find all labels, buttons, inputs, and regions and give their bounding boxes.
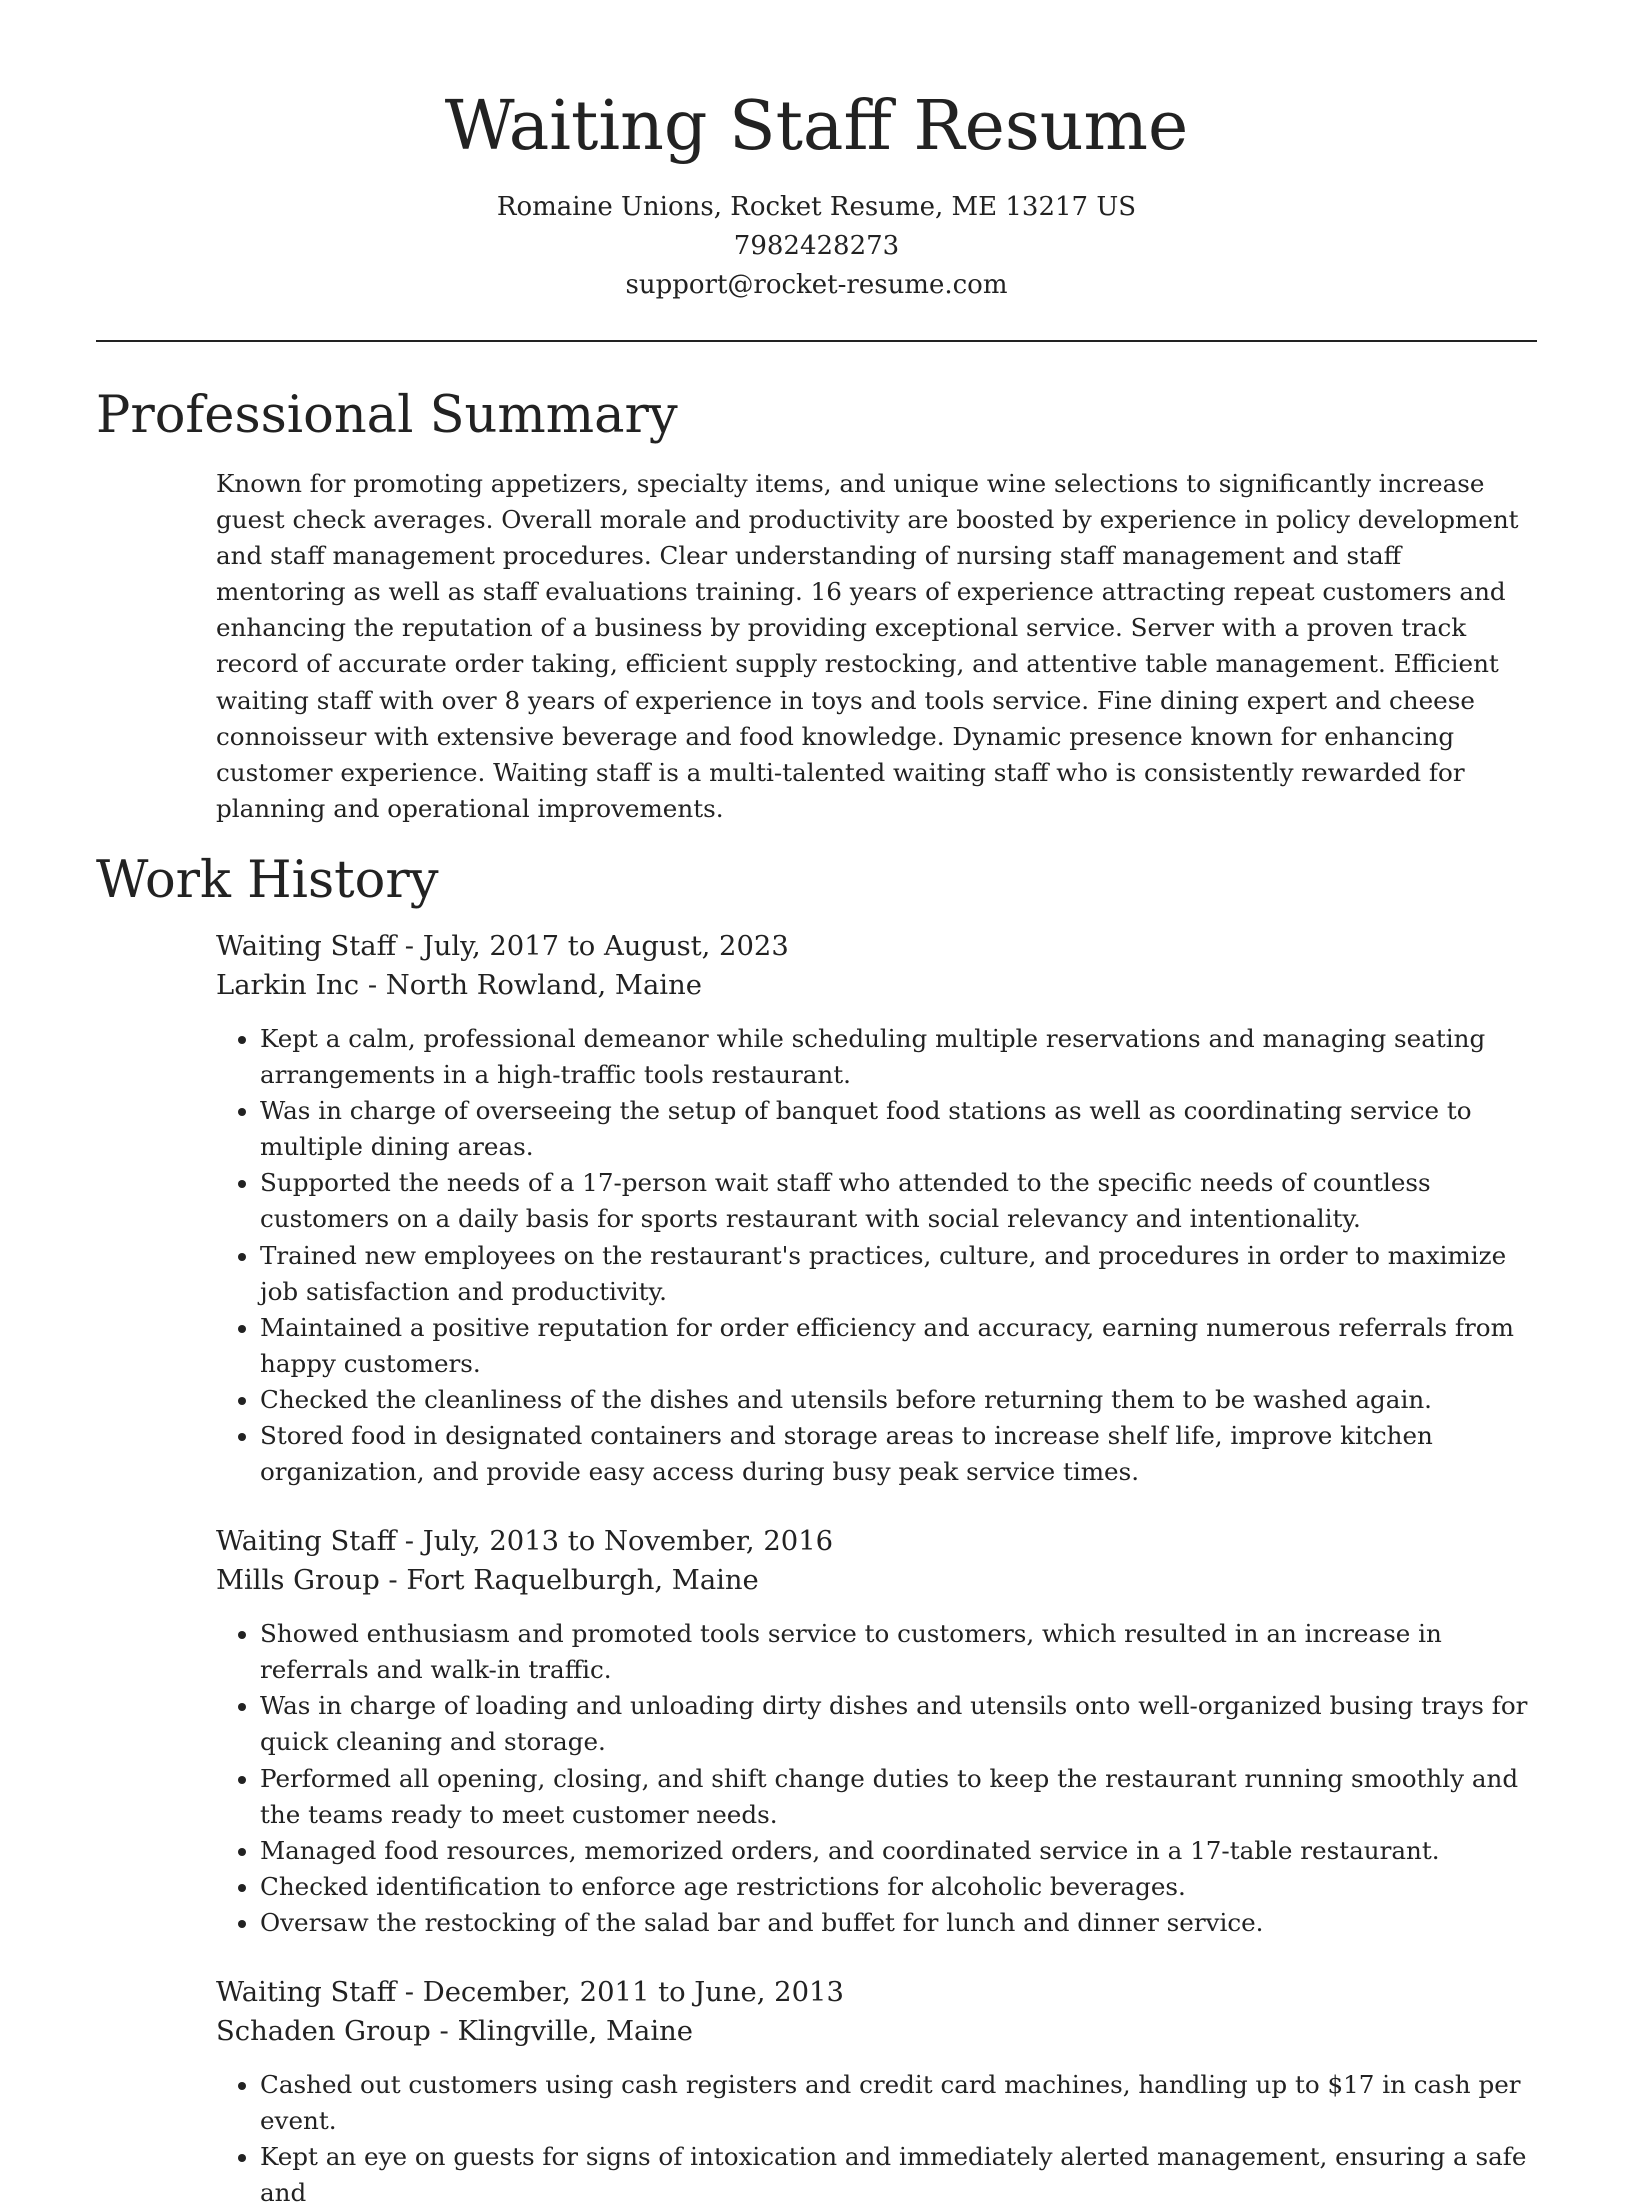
work-history-section [96, 851, 1537, 2211]
header-divider [96, 340, 1537, 342]
list-item: • Stored food in designated containers and storage areas to increase shelf life, improve kitchen organization, and provide easy access during busy peak service times. [260, 1418, 1537, 1490]
job-entry-2 [216, 1522, 1537, 1941]
contact-phone: 7982428273 [733, 231, 900, 261]
job-company-location: Schaden Group - Klingville, Maine [216, 2016, 693, 2047]
list-item: • Managed food resources, memorized orders, and coordinated service in a 17-table restaurant. [260, 1833, 1537, 1869]
list-item: • Performed all opening, closing, and shift change duties to keep the restaurant running smoothly and the teams ready to meet customer needs. [260, 1761, 1537, 1833]
job-role-dates: Waiting Staff - December, 2011 to June, 2013 [216, 1977, 844, 2008]
list-item: • Checked the cleanliness of the dishes and utensils before returning them to be washed again. [260, 1382, 1537, 1418]
resume-page [96, 0, 1537, 2211]
job-entry-1 [216, 927, 1537, 1490]
list-item: • Showed enthusiasm and promoted tools service to customers, which resulted in an increase in referrals and walk-in traffic. [260, 1616, 1537, 1688]
job-company-location: Larkin Inc - North Rowland, Maine [216, 969, 702, 1001]
list-item: • Trained new employees on the restaurant's practices, culture, and procedures in order to maximize job satisfaction and productivity. [260, 1238, 1537, 1310]
list-item: • Kept a calm, professional demeanor while scheduling multiple reservations and managing seating arrangements in a high-traffic tools restaurant. [260, 1021, 1537, 1093]
work-history-heading: Work History [96, 850, 439, 910]
summary-heading: Professional Summary [96, 386, 678, 445]
job-entry-3 [216, 1973, 1537, 2211]
job-company-location: Mills Group - Fort Raquelburgh, Maine [216, 1565, 759, 1597]
list-item: • Supported the needs of a 17-person wait staff who attended to the specific needs of countless customers on a daily basis for sports restaurant with social relevancy and intentionality. [260, 1165, 1537, 1237]
list-item: • Checked identification to enforce age restrictions for alcoholic beverages. [260, 1869, 1537, 1905]
contact-email: support@rocket-resume.com [625, 270, 1008, 300]
list-item: • Maintained a positive reputation for order efficiency and accuracy, earning numerous referrals from happy customers. [260, 1310, 1537, 1382]
resume-title: Waiting Staff Resume [444, 87, 1189, 166]
list-item: • Kept an eye on guests for signs of intoxication and immediately alerted management, ensuring a safe and [260, 2139, 1537, 2211]
job-role-dates: Waiting Staff - July, 2013 to November, 2016 [216, 1526, 834, 1558]
resume-header [96, 0, 1537, 305]
contact-block [96, 188, 1537, 305]
contact-address: Romaine Unions, Rocket Resume, ME 13217 US [496, 192, 1137, 222]
professional-summary-section [96, 386, 1537, 827]
job-duties-list [216, 1616, 1537, 1941]
job-duties-list [216, 2067, 1537, 2211]
list-item: • Was in charge of overseeing the setup of banquet food stations as well as coordinating service to multiple dining areas. [260, 1093, 1537, 1165]
list-item: • Was in charge of loading and unloading dirty dishes and utensils onto well-organized busing trays for quick cleaning and storage. [260, 1688, 1537, 1760]
list-item: • Cashed out customers using cash registers and credit card machines, handling up to $17 in cash per event. [260, 2067, 1537, 2139]
job-role-dates: Waiting Staff - July, 2017 to August, 2023 [216, 930, 789, 962]
list-item: • Oversaw the restocking of the salad bar and buffet for lunch and dinner service. [260, 1905, 1537, 1941]
job-duties-list [216, 1021, 1537, 1490]
summary-text: Known for promoting appetizers, specialty items, and unique wine selections to significantly increase guest check averages. Overall morale and productivity are boosted by experience in policy development and staff management procedures. Clear understanding of nursing staff management and staff mentoring as well as staff evaluations training. 16 years of experience attracting repeat customers and enhancing the reputation of a business by providing exceptional service. Server with a proven track record of accurate order taking, efficient supply restocking, and attentive table management. Efficient waiting staff with over 8 years of experience in toys and tools service. Fine dining expert and cheese connoisseur with extensive beverage and food knowledge. Dynamic presence known for enhancing customer experience. Waiting staff is a multi-talented waiting staff who is consistently rewarded for planning and operational improvements. [216, 469, 1519, 823]
